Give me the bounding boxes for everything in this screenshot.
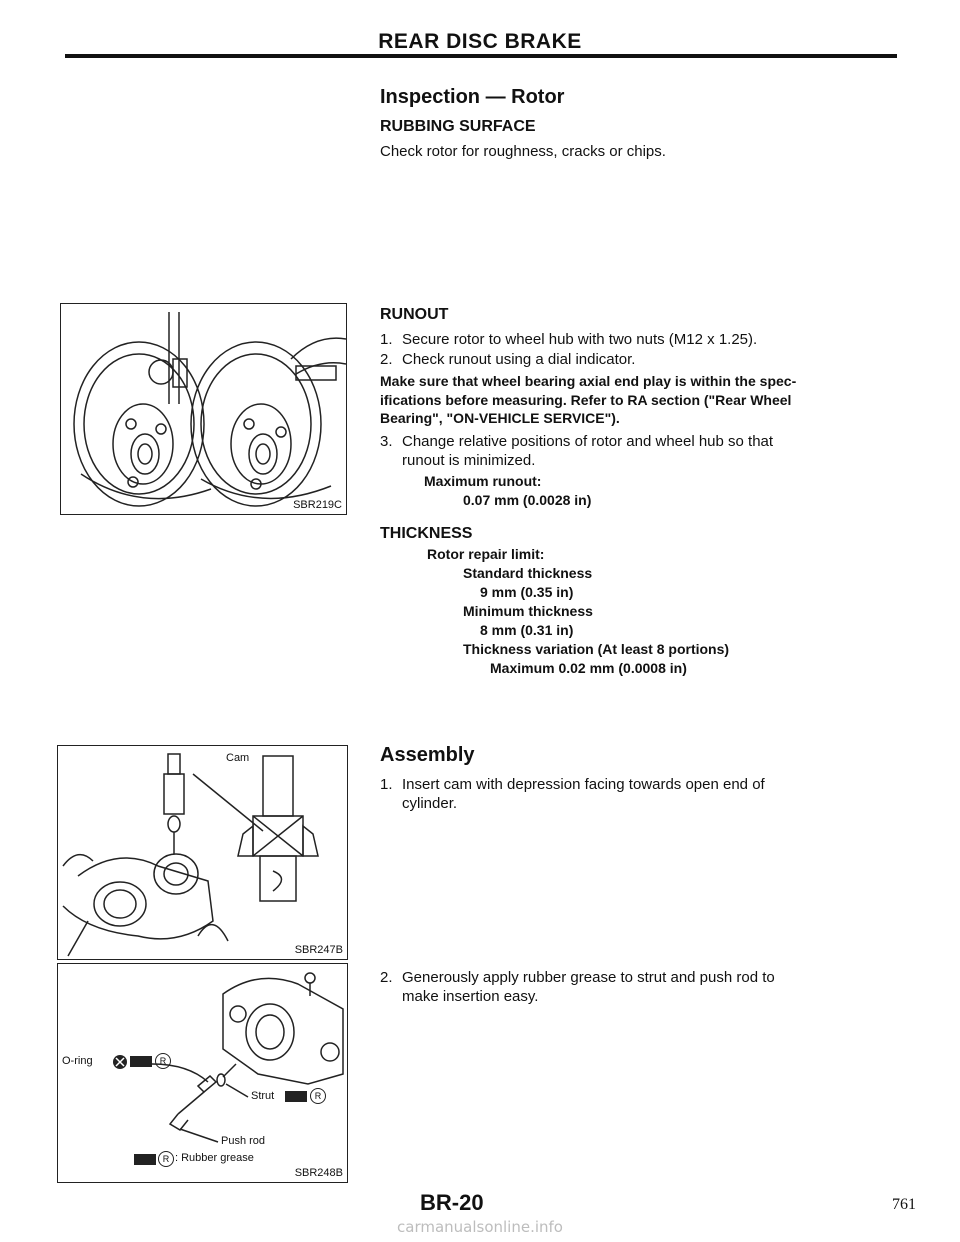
figure-cam-insertion xyxy=(57,745,348,960)
step-text: Check runout using a dial indicator. xyxy=(402,351,636,368)
strut-label: Strut xyxy=(251,1090,275,1102)
figure-rubber-grease xyxy=(57,963,348,1183)
note-line: ifications before measuring. Refer to RA section ("Rear Wheel xyxy=(380,391,792,408)
rubber-grease-illustration xyxy=(58,964,347,1182)
runout-heading: RUNOUT xyxy=(380,306,449,323)
note-line: Make sure that wheel bearing axial end play is within the spec- xyxy=(380,373,797,389)
page-number: 761 xyxy=(892,1196,916,1213)
step-text-continued: cylinder. xyxy=(402,795,458,812)
step-text-continued: make insertion easy. xyxy=(402,988,539,1005)
step-text: Secure rotor to wheel hub with two nuts (M12 x 1.25). xyxy=(402,331,758,348)
assembly-heading: Assembly xyxy=(380,744,475,766)
grease-icon xyxy=(285,1091,307,1102)
header-rule xyxy=(65,54,897,58)
figure-code: SBR248B xyxy=(294,1167,343,1179)
minimum-thickness-value: 8 mm (0.31 in) xyxy=(480,622,574,638)
minimum-thickness-label: Minimum thickness xyxy=(463,603,593,619)
runout-step-2 xyxy=(380,350,880,369)
step-number: 3. xyxy=(380,433,393,450)
step-number: 2. xyxy=(380,351,393,368)
page-code: BR-20 xyxy=(420,1190,484,1215)
thickness-variation-label: Thickness variation (At least 8 portions) xyxy=(463,641,730,657)
standard-thickness-value: 9 mm (0.35 in) xyxy=(480,584,574,600)
step-text: Generously apply rubber grease to strut and push rod to xyxy=(402,969,775,986)
repair-limit-label: Rotor repair limit: xyxy=(427,546,545,562)
max-runout-label: Maximum runout: xyxy=(424,473,542,489)
push-rod-label: Push rod xyxy=(221,1135,266,1147)
runout-step-3 xyxy=(380,432,880,470)
watermark: carmanualsonline.info xyxy=(397,1218,563,1236)
figure-code: SBR219C xyxy=(293,499,342,511)
grease-r-icon: R xyxy=(310,1088,326,1104)
step-number: 1. xyxy=(380,776,393,793)
grease-legend: : Rubber grease xyxy=(175,1152,254,1164)
thickness-heading: THICKNESS xyxy=(380,525,473,542)
step-number: 1. xyxy=(380,331,393,348)
step-text: Change relative positions of rotor and wheel hub so that xyxy=(402,433,774,450)
grease-r-icon: R xyxy=(155,1053,171,1069)
inspection-heading: Inspection — Rotor xyxy=(380,86,565,108)
figure-rotor-runout xyxy=(60,303,347,515)
rubbing-surface-text: Check rotor for roughness, cracks or chips. xyxy=(380,143,666,160)
step-number: 2. xyxy=(380,969,393,986)
cam-insertion-illustration xyxy=(58,746,347,959)
page-title: REAR DISC BRAKE xyxy=(378,30,582,53)
standard-thickness-label: Standard thickness xyxy=(463,565,593,581)
grease-icon xyxy=(130,1056,152,1067)
rubbing-surface-heading: RUBBING SURFACE xyxy=(380,118,536,135)
note-line: Bearing", "ON-VEHICLE SERVICE"). xyxy=(380,410,620,426)
grease-r-icon: R xyxy=(158,1151,174,1167)
figure-code: SBR247B xyxy=(294,944,343,956)
runout-step-1 xyxy=(380,330,880,349)
max-runout-value: 0.07 mm (0.0028 in) xyxy=(463,492,592,508)
step-text-continued: runout is minimized. xyxy=(402,452,536,469)
thickness-variation-value: Maximum 0.02 mm (0.0008 in) xyxy=(490,660,687,676)
cam-label: Cam xyxy=(226,752,250,764)
grease-icon xyxy=(134,1154,156,1165)
runout-note xyxy=(380,372,880,428)
step-text: Insert cam with depression facing towards open end of xyxy=(402,776,765,793)
rotor-runout-illustration xyxy=(61,304,346,514)
assembly-step-2 xyxy=(380,968,880,1006)
assembly-step-1 xyxy=(380,775,880,813)
o-ring-label: O-ring xyxy=(62,1055,93,1067)
